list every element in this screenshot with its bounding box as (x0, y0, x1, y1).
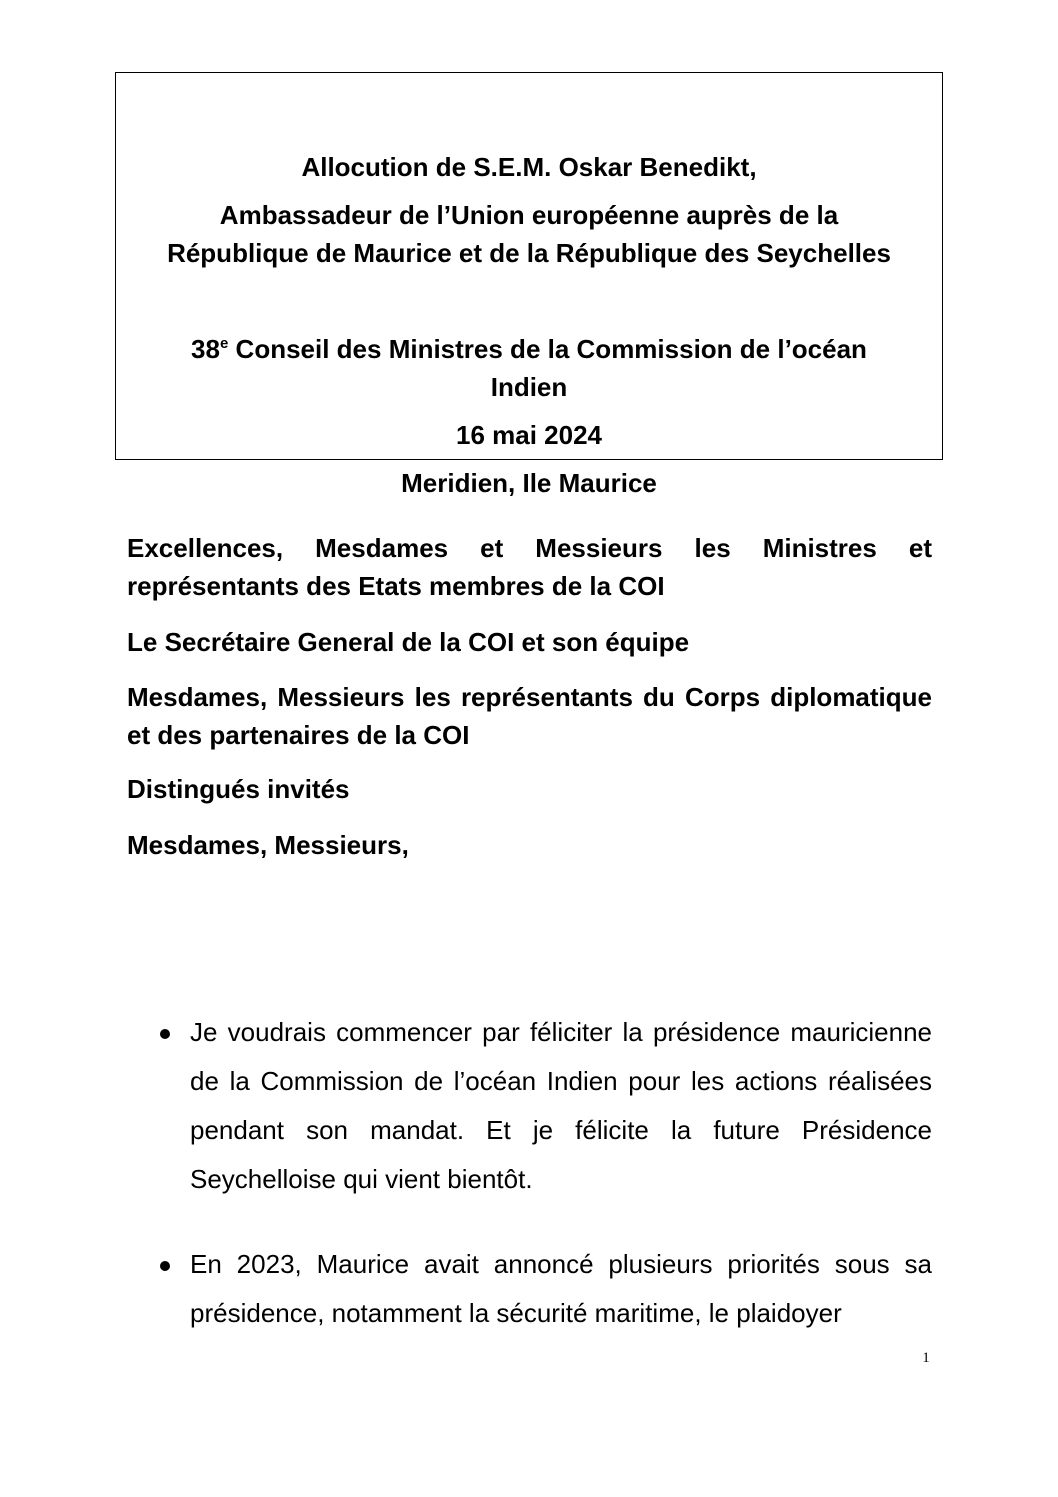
event-date: 16 mai 2024 (455, 420, 602, 450)
event-location: Meridien, Ile Maurice (401, 468, 657, 498)
salutation-ladies-gentlemen: Mesdames, Messieurs, (127, 830, 409, 860)
salutation-ministers: Excellences, Mesdames et Messieurs les Ministres et représentants des Etats membres de la COI (127, 533, 932, 601)
page-number: 1 (922, 1350, 930, 1366)
title-box (115, 72, 943, 498)
paragraph-text: Je voudrais commencer par féliciter la présidence mauricienne de la Commission de l’océan Indien pour les actions réalisées pendant son mandat. Et je félicite la future Présidence Seychelloise qui vient bientôt. (190, 1017, 932, 1194)
bullet-icon (160, 1261, 170, 1271)
speech-title: Allocution de S.E.M. Oskar Benedikt, (301, 152, 757, 182)
event-ordinal: 38 (191, 334, 220, 364)
speaker-role-line-1: Ambassadeur de l’Union européenne auprès de la (219, 200, 839, 230)
event-title-text: Conseil des Ministres de la Commission de l’océan (228, 334, 867, 364)
salutation-guests: Distingués invités (127, 774, 350, 804)
bullet-icon (160, 1029, 170, 1039)
speaker-role-line-2: République de Maurice et de la République des Seychelles (167, 238, 891, 268)
salutation-secretary-general: Le Secrétaire General de la COI et son équipe (127, 627, 690, 657)
event-ordinal-suffix: e (219, 335, 229, 352)
event-title-line-2: Indien (490, 372, 568, 402)
event-title-line-1 (116, 334, 942, 364)
salutation-diplomatic-corps: Mesdames, Messieurs les représentants du Corps diplomatique et des partenaires de la COI (127, 682, 932, 750)
paragraph-text: En 2023, Maurice avait annoncé plusieurs priorités sous sa présidence, notamment la sécurité maritime, le plaidoyer (190, 1249, 932, 1328)
